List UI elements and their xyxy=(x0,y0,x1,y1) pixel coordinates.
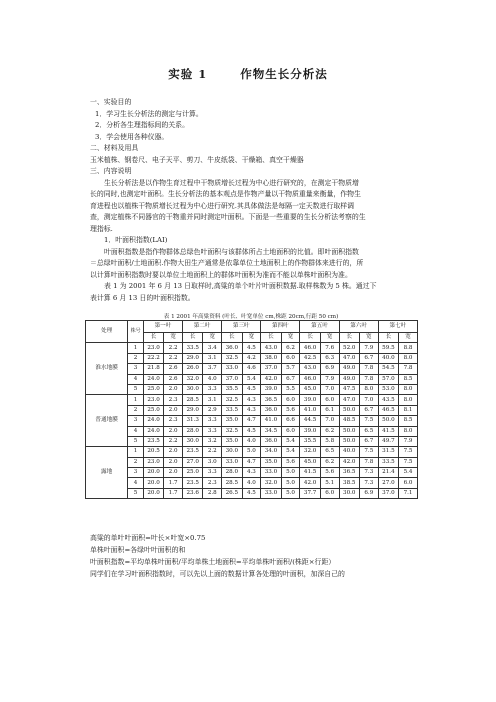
value-cell: 30.0 xyxy=(222,447,242,457)
value-cell: 2.2 xyxy=(164,353,183,363)
value-cell: 21.8 xyxy=(143,364,163,374)
plant-no-cell: 3 xyxy=(128,416,144,426)
section-heading-materials: 二、材料及用具 xyxy=(90,144,139,152)
value-cell: 5.6 xyxy=(281,405,300,415)
table-row xyxy=(86,416,418,426)
plant-no-cell: 2 xyxy=(128,457,144,467)
header-width: 宽 xyxy=(203,333,222,343)
value-cell: 37.0 xyxy=(222,374,242,384)
value-cell: 4.5 xyxy=(242,384,261,394)
value-cell: 23.5 xyxy=(183,478,203,488)
treatment-cell: 露地 xyxy=(86,447,128,499)
value-cell: 7.0 xyxy=(320,384,339,394)
value-cell: 42.0 xyxy=(339,457,359,467)
value-cell: 40.0 xyxy=(339,447,359,457)
value-cell: 3.1 xyxy=(203,353,222,363)
value-cell: 6.7 xyxy=(359,436,378,446)
content-line: 生长分析法是以作物生育过程中干物质增长过程为中心进行研究的，在测定干物质增 xyxy=(104,178,359,187)
value-cell: 37.0 xyxy=(378,488,398,498)
value-cell: 8.0 xyxy=(359,384,378,394)
value-cell: 26.5 xyxy=(222,488,242,498)
value-cell: 33.0 xyxy=(222,457,242,467)
lai-line: 叶面积指数是指作物群体总绿色叶面积与该群体所占土地面积的比值。即叶面积指数 xyxy=(104,247,359,256)
value-cell: 6.3 xyxy=(320,353,339,363)
value-cell: 24.0 xyxy=(143,416,163,426)
value-cell: 7.0 xyxy=(320,416,339,426)
value-cell: 3.3 xyxy=(203,416,222,426)
value-cell: 3.4 xyxy=(203,343,222,353)
value-cell: 49.0 xyxy=(339,364,359,374)
value-cell: 6.0 xyxy=(281,426,300,436)
value-cell: 6.6 xyxy=(281,416,300,426)
value-cell: 42.5 xyxy=(300,353,320,363)
value-cell: 6.0 xyxy=(320,488,339,498)
plant-no-cell: 5 xyxy=(128,436,144,446)
value-cell: 53.0 xyxy=(378,384,398,394)
value-cell: 5.0 xyxy=(281,488,300,498)
value-cell: 44.5 xyxy=(300,416,320,426)
value-cell: 7.1 xyxy=(399,488,418,498)
header-leaf: 第六叶 xyxy=(339,321,378,333)
header-length: 长 xyxy=(222,333,242,343)
header-treatment: 处理 xyxy=(86,321,128,343)
value-cell: 6.7 xyxy=(359,353,378,363)
value-cell: 2.0 xyxy=(164,468,183,478)
value-cell: 20.0 xyxy=(143,468,163,478)
value-cell: 27.0 xyxy=(378,478,398,488)
table-row xyxy=(86,384,418,394)
purpose-item: 2．分析各生理指标间的关系。 xyxy=(95,121,189,129)
value-cell: 5.4 xyxy=(242,374,261,384)
value-cell: 46.5 xyxy=(378,405,398,415)
value-cell: 48.5 xyxy=(339,416,359,426)
header-leaf: 第四叶 xyxy=(261,321,300,333)
value-cell: 5.5 xyxy=(281,384,300,394)
value-cell: 29.0 xyxy=(183,353,203,363)
plant-no-cell: 4 xyxy=(128,478,144,488)
header-length: 长 xyxy=(378,333,398,343)
table-header-row xyxy=(86,321,418,333)
table-row xyxy=(86,468,418,478)
header-width: 宽 xyxy=(281,333,300,343)
value-cell: 4.3 xyxy=(242,405,261,415)
value-cell: 39.0 xyxy=(300,426,320,436)
value-cell: 24.0 xyxy=(143,374,163,384)
value-cell: 7.6 xyxy=(320,343,339,353)
value-cell: 7.0 xyxy=(359,395,378,405)
header-length: 长 xyxy=(261,333,281,343)
value-cell: 36.0 xyxy=(261,436,281,446)
header-leaf: 第七叶 xyxy=(378,321,417,333)
purpose-item: 3．学会使用各种仪器。 xyxy=(95,132,169,141)
table-row xyxy=(86,374,418,384)
value-cell: 5.0 xyxy=(281,468,300,478)
plant-no-cell: 1 xyxy=(128,447,144,457)
value-cell: 32.0 xyxy=(261,478,281,488)
value-cell: 30.0 xyxy=(183,436,203,446)
value-cell: 5.4 xyxy=(281,436,300,446)
value-cell: 25.0 xyxy=(183,468,203,478)
formula-plant-area: 单株叶面积=各绿叶叶面积的和 xyxy=(90,546,186,554)
value-cell: 45.0 xyxy=(300,384,320,394)
value-cell: 47.0 xyxy=(339,353,359,363)
value-cell: 2.0 xyxy=(164,426,183,436)
value-cell: 6.2 xyxy=(320,426,339,436)
value-cell: 7.8 xyxy=(359,457,378,467)
value-cell: 3.3 xyxy=(203,426,222,436)
value-cell: 8.5 xyxy=(399,374,418,384)
header-width: 宽 xyxy=(164,333,183,343)
value-cell: 35.0 xyxy=(261,457,281,467)
value-cell: 6.0 xyxy=(281,353,300,363)
value-cell: 25.0 xyxy=(143,405,163,415)
value-cell: 4.7 xyxy=(242,457,261,467)
value-cell: 5.7 xyxy=(281,364,300,374)
header-width: 宽 xyxy=(399,333,418,343)
value-cell: 45.0 xyxy=(300,457,320,467)
value-cell: 41.5 xyxy=(378,426,398,436)
value-cell: 3.0 xyxy=(203,457,222,467)
value-cell: 4.0 xyxy=(242,478,261,488)
value-cell: 6.9 xyxy=(359,488,378,498)
value-cell: 7.8 xyxy=(399,364,418,374)
plant-no-cell: 5 xyxy=(128,488,144,498)
table-row xyxy=(86,364,418,374)
value-cell: 7.9 xyxy=(320,374,339,384)
table-row xyxy=(86,436,418,446)
value-cell: 41.0 xyxy=(261,416,281,426)
table-intro-line: 表计算 6 月 13 日的叶面积指数。 xyxy=(90,293,195,302)
value-cell: 25.0 xyxy=(143,384,163,394)
value-cell: 2.0 xyxy=(164,457,183,467)
formula-single-leaf: 高粱的单叶叶面积=叶长×叶宽×0.75 xyxy=(90,534,206,542)
value-cell: 6.2 xyxy=(320,457,339,467)
header-length: 长 xyxy=(300,333,320,343)
closing-text: 同学们在学习叶面积指数时，可以先以上面的数据计算各处理的叶面积，加深自己的 xyxy=(90,570,345,578)
value-cell: 2.2 xyxy=(164,343,183,353)
value-cell: 6.0 xyxy=(320,395,339,405)
value-cell: 47.0 xyxy=(339,395,359,405)
plant-no-cell: 1 xyxy=(128,395,144,405)
value-cell: 5.4 xyxy=(399,468,418,478)
value-cell: 5.0 xyxy=(281,478,300,488)
table-row xyxy=(86,426,418,436)
value-cell: 54.5 xyxy=(378,364,398,374)
value-cell: 2.3 xyxy=(203,478,222,488)
value-cell: 4.6 xyxy=(242,364,261,374)
value-cell: 5.8 xyxy=(320,436,339,446)
value-cell: 21.4 xyxy=(378,468,398,478)
content-line: 长的同时,也测定叶面积。生长分析法的基本观点是作物产量以干物质重量来衡量，作物生 xyxy=(90,190,361,198)
content-line: 育进程也以植株干物质增长过程为中心进行研究.其具体做法是每隔一定天数进行取样调 xyxy=(90,201,355,210)
value-cell: 6.2 xyxy=(281,343,300,353)
plant-no-cell: 4 xyxy=(128,426,144,436)
experiment-name: 作物生长分析法 xyxy=(240,67,328,81)
value-cell: 42.0 xyxy=(261,374,281,384)
value-cell: 7.5 xyxy=(359,447,378,457)
table-caption: 表 1 2001 年高粱资料 (叶长、叶宽单位 cm,株距 20cm,行距 50 cm) xyxy=(163,314,339,320)
value-cell: 5.6 xyxy=(320,468,339,478)
plant-no-cell: 2 xyxy=(128,353,144,363)
value-cell: 7.5 xyxy=(399,457,418,467)
value-cell: 59.5 xyxy=(378,343,398,353)
value-cell: 23.0 xyxy=(143,457,163,467)
header-width: 宽 xyxy=(320,333,339,343)
value-cell: 36.0 xyxy=(261,405,281,415)
value-cell: 7.5 xyxy=(359,416,378,426)
value-cell: 34.5 xyxy=(261,426,281,436)
value-cell: 3.7 xyxy=(203,364,222,374)
value-cell: 4.2 xyxy=(242,353,261,363)
value-cell: 2.0 xyxy=(164,405,183,415)
section-heading-content: 三、内容说明 xyxy=(90,167,132,175)
value-cell: 43.0 xyxy=(261,343,281,353)
value-cell: 22.2 xyxy=(143,353,163,363)
header-leaf: 第二叶 xyxy=(183,321,222,333)
value-cell: 32.5 xyxy=(222,426,242,436)
value-cell: 23.5 xyxy=(143,436,163,446)
value-cell: 33.0 xyxy=(261,468,281,478)
value-cell: 6.0 xyxy=(281,395,300,405)
value-cell: 2.2 xyxy=(164,436,183,446)
value-cell: 38.5 xyxy=(339,478,359,488)
value-cell: 36.5 xyxy=(339,468,359,478)
content-line: 理指标. xyxy=(90,224,113,233)
value-cell: 37.0 xyxy=(261,364,281,374)
table-row xyxy=(86,457,418,467)
value-cell: 37.7 xyxy=(300,488,320,498)
value-cell: 50.0 xyxy=(339,436,359,446)
value-cell: 4.3 xyxy=(242,468,261,478)
value-cell: 1.7 xyxy=(164,488,183,498)
materials-text: 玉米植株、钢卷尺、电子天平、剪刀、牛皮纸袋、干燥箱、真空干燥器 xyxy=(90,155,304,164)
value-cell: 27.0 xyxy=(183,457,203,467)
value-cell: 7.3 xyxy=(359,478,378,488)
value-cell: 41.0 xyxy=(300,405,320,415)
value-cell: 20.0 xyxy=(143,488,163,498)
value-cell: 8.8 xyxy=(399,343,418,353)
table-row xyxy=(86,478,418,488)
value-cell: 57.0 xyxy=(378,374,398,384)
value-cell: 32.5 xyxy=(222,353,242,363)
value-cell: 33.5 xyxy=(222,405,242,415)
value-cell: 6.5 xyxy=(320,447,339,457)
value-cell: 2.6 xyxy=(164,374,183,384)
table-row xyxy=(86,405,418,415)
table-row xyxy=(86,395,418,405)
value-cell: 7.5 xyxy=(399,447,418,457)
value-cell: 4.5 xyxy=(242,488,261,498)
value-cell: 6.9 xyxy=(320,364,339,374)
value-cell: 39.0 xyxy=(261,384,281,394)
value-cell: 6.0 xyxy=(399,478,418,488)
value-cell: 28.5 xyxy=(183,395,203,405)
lai-line: 以计算叶面积指数时要以单位土地面积上的群体叶面积为准而不能以单株叶面积为准。 xyxy=(90,270,352,279)
table-row xyxy=(86,353,418,363)
value-cell: 2.8 xyxy=(203,488,222,498)
value-cell: 33.5 xyxy=(183,343,203,353)
plant-no-cell: 2 xyxy=(128,405,144,415)
value-cell: 28.0 xyxy=(183,426,203,436)
treatment-cell: 淮水地膜 xyxy=(86,343,128,395)
value-cell: 32.5 xyxy=(222,395,242,405)
value-cell: 4.7 xyxy=(242,416,261,426)
value-cell: 35.0 xyxy=(222,416,242,426)
purpose-item: 1．学习生长分析法的测定与计算。 xyxy=(95,109,203,118)
value-cell: 7.8 xyxy=(359,364,378,374)
value-cell: 33.5 xyxy=(378,457,398,467)
value-cell: 2.6 xyxy=(164,364,183,374)
value-cell: 3.1 xyxy=(203,395,222,405)
value-cell: 36.5 xyxy=(261,395,281,405)
header-leaf: 第一叶 xyxy=(143,321,182,333)
experiment-label: 实验 1 xyxy=(168,67,208,81)
value-cell: 3.3 xyxy=(203,468,222,478)
value-cell: 3.3 xyxy=(203,384,222,394)
value-cell: 28.0 xyxy=(222,468,242,478)
section-heading-purpose: 一、实验目的 xyxy=(90,98,132,106)
value-cell: 23.5 xyxy=(183,447,203,457)
value-cell: 6.5 xyxy=(359,426,378,436)
value-cell: 8.0 xyxy=(399,384,418,394)
value-cell: 50.0 xyxy=(378,416,398,426)
value-cell: 26.0 xyxy=(183,364,203,374)
value-cell: 7.9 xyxy=(359,343,378,353)
table-intro-line: 表 1 为 2001 年 6 月 13 日取样时,高粱的单个叶片叶面积数据.取样株数为 5 株。通过下 xyxy=(104,282,377,290)
value-cell: 49.0 xyxy=(339,374,359,384)
value-cell: 4.3 xyxy=(242,395,261,405)
value-cell: 2.3 xyxy=(164,395,183,405)
value-cell: 23.0 xyxy=(143,395,163,405)
value-cell: 50.0 xyxy=(339,426,359,436)
value-cell: 20.5 xyxy=(143,447,163,457)
header-length: 长 xyxy=(183,333,203,343)
value-cell: 6.7 xyxy=(359,405,378,415)
value-cell: 38.0 xyxy=(261,353,281,363)
value-cell: 33.0 xyxy=(222,364,242,374)
value-cell: 8.0 xyxy=(399,353,418,363)
value-cell: 4.5 xyxy=(242,343,261,353)
table-row xyxy=(86,447,418,457)
value-cell: 20.0 xyxy=(143,478,163,488)
formula-lai: 叶面积指数=平均单株叶面积/平均单株土地面积=平均单株叶面积/(株距×行距） xyxy=(90,558,336,566)
value-cell: 1.7 xyxy=(164,478,183,488)
header-length: 长 xyxy=(143,333,163,343)
value-cell: 8.5 xyxy=(399,416,418,426)
value-cell: 4.0 xyxy=(203,374,222,384)
value-cell: 2.2 xyxy=(203,447,222,457)
value-cell: 47.5 xyxy=(339,384,359,394)
value-cell: 34.0 xyxy=(261,447,281,457)
value-cell: 43.0 xyxy=(300,364,320,374)
value-cell: 5.6 xyxy=(281,457,300,467)
value-cell: 4.0 xyxy=(242,436,261,446)
value-cell: 2.9 xyxy=(203,405,222,415)
value-cell: 35.5 xyxy=(300,436,320,446)
value-cell: 23.0 xyxy=(143,343,163,353)
value-cell: 39.0 xyxy=(300,395,320,405)
value-cell: 2.3 xyxy=(164,416,183,426)
header-leaf: 第三叶 xyxy=(222,321,261,333)
value-cell: 36.0 xyxy=(222,343,242,353)
value-cell: 35.5 xyxy=(222,384,242,394)
value-cell: 5.0 xyxy=(242,447,261,457)
plant-no-cell: 1 xyxy=(128,343,144,353)
leaf-area-table xyxy=(85,320,418,499)
content-line: 查，测定植株不同器官的干物重并同时测定叶面积。下面是一些重要的生长分析法考察的生 xyxy=(90,213,366,221)
value-cell: 50.0 xyxy=(339,405,359,415)
value-cell: 33.0 xyxy=(261,488,281,498)
value-cell: 46.0 xyxy=(300,374,320,384)
value-cell: 7.3 xyxy=(359,468,378,478)
header-plant-no: 株号 xyxy=(128,321,144,343)
value-cell: 46.0 xyxy=(300,343,320,353)
value-cell: 5.4 xyxy=(281,447,300,457)
value-cell: 2.0 xyxy=(164,447,183,457)
value-cell: 24.0 xyxy=(143,426,163,436)
lai-line: ＝总绿叶面积/土地面积.作物大田生产通常是依靠单位土地面积上的作物群体来进行的，所 xyxy=(90,259,364,267)
plant-no-cell: 3 xyxy=(128,468,144,478)
treatment-cell: 普通地膜 xyxy=(86,395,128,447)
value-cell: 3.2 xyxy=(203,436,222,446)
value-cell: 7.9 xyxy=(399,436,418,446)
value-cell: 6.7 xyxy=(281,374,300,384)
value-cell: 8.1 xyxy=(399,405,418,415)
page-title xyxy=(0,66,496,82)
value-cell: 31.5 xyxy=(378,447,398,457)
header-length: 长 xyxy=(339,333,359,343)
value-cell: 6.1 xyxy=(320,405,339,415)
value-cell: 4.5 xyxy=(242,426,261,436)
table-row xyxy=(86,343,418,353)
header-leaf: 第五叶 xyxy=(300,321,339,333)
value-cell: 41.5 xyxy=(300,468,320,478)
value-cell: 30.0 xyxy=(339,488,359,498)
plant-no-cell: 4 xyxy=(128,374,144,384)
header-width: 宽 xyxy=(242,333,261,343)
value-cell: 7.8 xyxy=(359,374,378,384)
value-cell: 30.0 xyxy=(183,384,203,394)
value-cell: 40.0 xyxy=(378,353,398,363)
lai-heading: 1．叶面积指数(LAI) xyxy=(104,236,168,244)
value-cell: 49.7 xyxy=(378,436,398,446)
plant-no-cell: 3 xyxy=(128,364,144,374)
value-cell: 29.0 xyxy=(183,405,203,415)
value-cell: 23.6 xyxy=(183,488,203,498)
value-cell: 5.1 xyxy=(320,478,339,488)
value-cell: 8.0 xyxy=(399,395,418,405)
value-cell: 52.0 xyxy=(339,343,359,353)
value-cell: 31.3 xyxy=(183,416,203,426)
value-cell: 43.5 xyxy=(378,395,398,405)
value-cell: 32.0 xyxy=(183,374,203,384)
header-width: 宽 xyxy=(359,333,378,343)
value-cell: 42.0 xyxy=(300,478,320,488)
plant-no-cell: 5 xyxy=(128,384,144,394)
value-cell: 8.0 xyxy=(399,426,418,436)
table-row xyxy=(86,488,418,498)
value-cell: 2.0 xyxy=(164,384,183,394)
value-cell: 35.0 xyxy=(222,436,242,446)
value-cell: 28.5 xyxy=(222,478,242,488)
value-cell: 32.0 xyxy=(300,447,320,457)
